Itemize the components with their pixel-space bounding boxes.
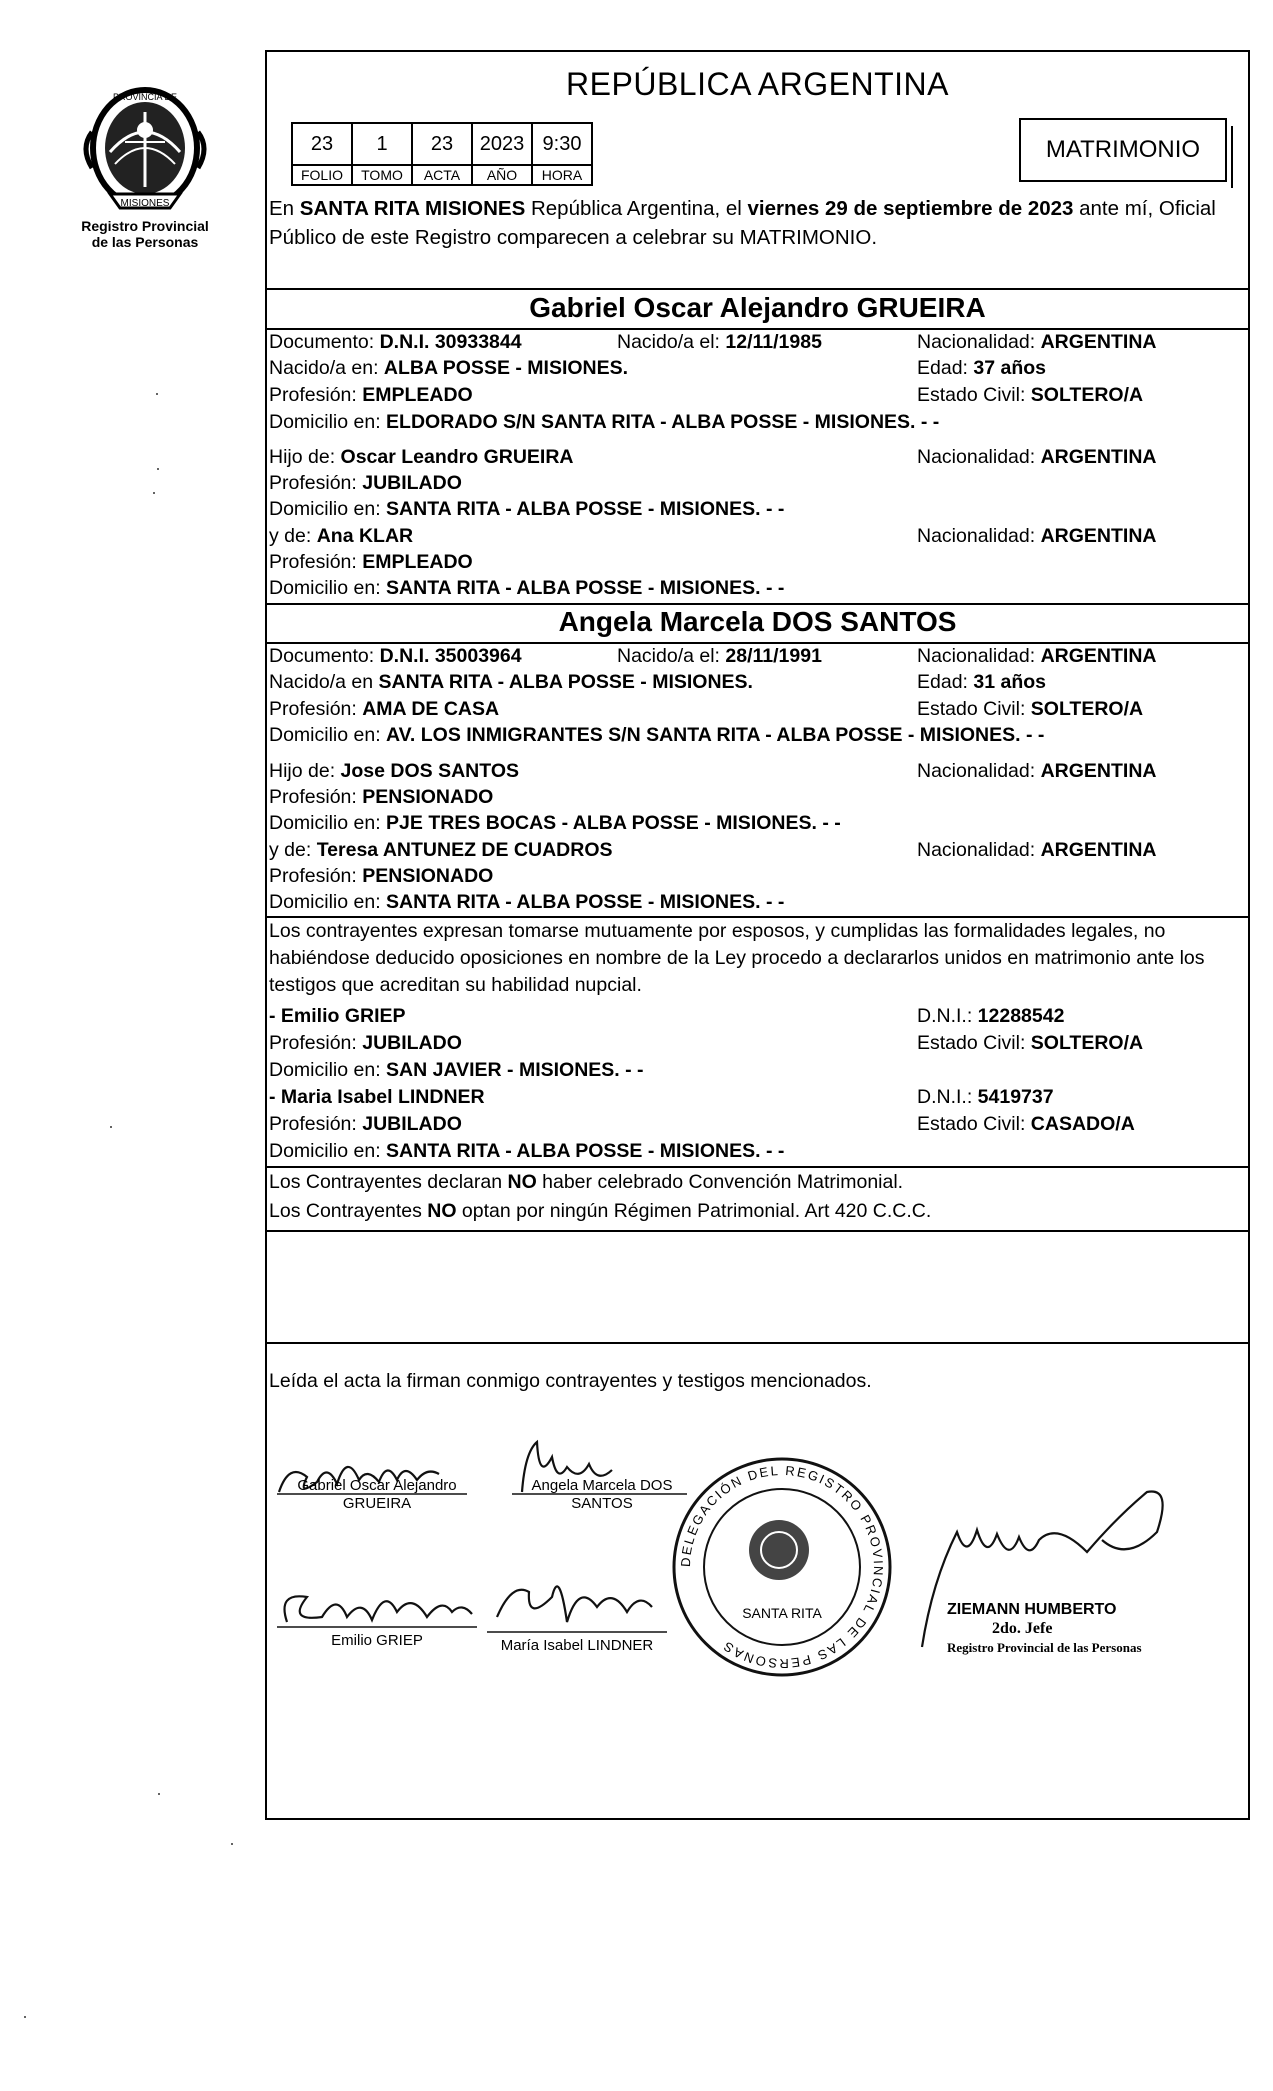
spouse2-address xyxy=(269,722,1044,748)
value: SANTA RITA - ALBA POSSE - MISIONES. - - xyxy=(386,1140,785,1162)
spouse2-father-address xyxy=(269,810,841,836)
witness1-civil-status xyxy=(917,1030,1143,1056)
spouse2-name: Angela Marcela DOS SANTOS xyxy=(558,606,957,637)
scan-dot xyxy=(153,492,155,494)
intro-paragraph xyxy=(269,194,1244,252)
label: Documento: xyxy=(269,645,380,667)
label: D.N.I.: xyxy=(917,1086,978,1108)
label: Domicilio en: xyxy=(269,1059,387,1081)
declaration-paragraph: Los contrayentes expresan tomarse mutuamente por esposos, y cumplidas las formalidades legales, no habiéndose deducido oposiciones en nombre de la Ley procedo a declararlos unidos en matrimonio ante los testigos que acreditan su habilidad nupcial. xyxy=(269,920,1205,996)
spouse2-mother-nationality xyxy=(917,837,1157,863)
provincial-seal-icon xyxy=(70,82,220,214)
intro-text: República Argentina, el xyxy=(525,197,748,220)
marriage-certificate xyxy=(265,50,1250,1820)
country-title: REPÚBLICA ARGENTINA xyxy=(566,66,949,102)
registry-caption xyxy=(70,218,220,250)
value: SANTA RITA - ALBA POSSE - MISIONES. - - xyxy=(386,891,785,913)
spouse1-birthdate xyxy=(617,329,822,355)
scan-dot xyxy=(158,1793,160,1795)
line: SANTOS xyxy=(571,1495,633,1512)
spouse2-birthdate xyxy=(617,643,822,669)
witness2-address xyxy=(269,1138,784,1164)
text: NO xyxy=(427,1200,457,1222)
witness2-dni xyxy=(917,1084,1054,1110)
spouse2-signature-name xyxy=(512,1477,692,1513)
value: SANTA RITA - ALBA POSSE - MISIONES. xyxy=(378,671,753,693)
label: Domicilio en: xyxy=(269,577,387,599)
label: D.N.I.: xyxy=(917,1005,978,1027)
value: SANTA RITA - ALBA POSSE - MISIONES. - - xyxy=(386,498,785,520)
label: Domicilio en: xyxy=(269,498,387,520)
tomo-value: 1 xyxy=(352,123,412,165)
label: Edad: xyxy=(917,671,974,693)
folio-value: 23 xyxy=(292,123,352,165)
acta-label: ACTA xyxy=(412,165,472,185)
value: Teresa ANTUNEZ DE CUADROS xyxy=(316,839,613,861)
acta-value: 23 xyxy=(412,123,472,165)
seal-top-text: PROVINCIA DE xyxy=(112,92,178,102)
spouse2-civil-status xyxy=(917,696,1143,722)
value: JUBILADO xyxy=(362,472,462,494)
label: Nacionalidad: xyxy=(917,525,1041,547)
year-label: AÑO xyxy=(472,165,532,185)
spouse1-signature-name xyxy=(277,1477,477,1513)
value: PJE TRES BOCAS - ALBA POSSE - MISIONES. - - xyxy=(386,812,841,834)
intro-place: SANTA RITA MISIONES xyxy=(299,197,526,220)
value: 12288542 xyxy=(977,1005,1065,1027)
spouse1-age xyxy=(917,355,1046,381)
witness1-name xyxy=(269,1003,406,1029)
label: Nacido/a en xyxy=(269,671,379,693)
label: y de: xyxy=(269,839,317,861)
label: Profesión: xyxy=(269,472,363,494)
tomo-label: TOMO xyxy=(352,165,412,185)
scan-dot xyxy=(157,468,159,470)
witness1-signature-icon xyxy=(285,1596,473,1622)
text: haber celebrado Convención Matrimonial. xyxy=(536,1171,904,1193)
divider xyxy=(267,288,1248,290)
text: Los Contrayentes xyxy=(269,1200,428,1222)
value: SANTA RITA - ALBA POSSE - MISIONES. - - xyxy=(386,577,785,599)
label: Estado Civil: xyxy=(917,384,1031,406)
spouse1-birthplace xyxy=(269,355,628,381)
value: JUBILADO xyxy=(362,1113,462,1135)
hour-label: HORA xyxy=(532,165,592,185)
witness1-signature-name: Emilio GRIEP xyxy=(331,1632,423,1649)
folio-label: FOLIO xyxy=(292,165,352,185)
spouse2-profession xyxy=(269,696,499,722)
value: EMPLEADO xyxy=(362,551,473,573)
label: Nacido/a el: xyxy=(617,645,726,667)
official-org: Registro Provincial de las Personas xyxy=(947,1640,1142,1655)
stamp-ring-textpath: DELEGACIÓN DEL REGISTRO PROVINCIAL DE LAS PERSONAS xyxy=(677,1462,887,1672)
spouse1-civil-status xyxy=(917,382,1143,408)
spouse2-father-nationality xyxy=(917,758,1157,784)
spouse1-father-nationality xyxy=(917,444,1157,470)
value: ARGENTINA xyxy=(1040,839,1157,861)
spouse2-nationality xyxy=(917,643,1157,669)
divider xyxy=(267,1342,1248,1344)
value: 28/11/1991 xyxy=(725,645,822,667)
spouse1-name: Gabriel Oscar Alejandro GRUEIRA xyxy=(529,292,986,323)
value: 12/11/1985 xyxy=(725,331,822,353)
act-type-box: MATRIMONIO xyxy=(1019,118,1227,182)
value: ARGENTINA xyxy=(1040,446,1157,468)
label: Hijo de: xyxy=(269,446,341,468)
label: Nacionalidad: xyxy=(917,446,1041,468)
label: Hijo de: xyxy=(269,760,341,782)
witness2-signature-name: María Isabel LINDNER xyxy=(500,1637,654,1654)
spouse2-birthplace xyxy=(269,669,753,695)
official-title: 2do. Jefe xyxy=(992,1620,1053,1637)
spouse1-mother xyxy=(269,523,413,549)
value: SOLTERO/A xyxy=(1030,1032,1144,1054)
value: Oscar Leandro GRUEIRA xyxy=(340,446,574,468)
regime-statement xyxy=(269,1198,931,1224)
spouse1-father xyxy=(269,444,574,470)
value: EMPLEADO xyxy=(362,384,473,406)
seal-bottom-text: MISIONES xyxy=(120,198,170,209)
label: Profesión: xyxy=(269,384,363,406)
value: ARGENTINA xyxy=(1040,645,1157,667)
official-name: ZIEMANN HUMBERTO xyxy=(947,1601,1117,1618)
spouse2-father-profession xyxy=(269,784,493,810)
label: Estado Civil: xyxy=(917,1032,1031,1054)
spouse2-mother-profession xyxy=(269,863,493,889)
label: Profesión: xyxy=(269,865,363,887)
registry-logo xyxy=(70,82,220,219)
spouse1-nationality xyxy=(917,329,1157,355)
label: Estado Civil: xyxy=(917,1113,1031,1135)
label: Nacido/a en: xyxy=(269,357,384,379)
value: ARGENTINA xyxy=(1040,760,1157,782)
witness2-civil-status xyxy=(917,1111,1135,1137)
spouse1-father-address xyxy=(269,496,784,522)
text: optan por ningún Régimen Patrimonial. Art 420 C.C.C. xyxy=(456,1200,932,1222)
value: PENSIONADO xyxy=(362,786,494,808)
official-signature-block xyxy=(947,1600,1157,1657)
label: Nacionalidad: xyxy=(917,839,1041,861)
divider xyxy=(267,603,1248,605)
scan-dot xyxy=(24,2016,26,2018)
witness1-dni xyxy=(917,1003,1064,1029)
label: Domicilio en: xyxy=(269,411,387,433)
value: JUBILADO xyxy=(362,1032,462,1054)
value: SOLTERO/A xyxy=(1030,698,1144,720)
value: SOLTERO/A xyxy=(1030,384,1144,406)
scan-dot xyxy=(156,393,158,395)
value: AV. LOS INMIGRANTES S/N SANTA RITA - ALBA POSSE - MISIONES. - - xyxy=(386,724,1045,746)
label: Documento: xyxy=(269,331,380,353)
label: Domicilio en: xyxy=(269,891,387,913)
value: Ana KLAR xyxy=(316,525,414,547)
spouse1-profession xyxy=(269,382,473,408)
label: Profesión: xyxy=(269,1113,363,1135)
label: y de: xyxy=(269,525,317,547)
value: CASADO/A xyxy=(1030,1113,1135,1135)
label: Nacido/a el: xyxy=(617,331,726,353)
label: Profesión: xyxy=(269,551,363,573)
spouse1-mother-address xyxy=(269,575,784,601)
caption-line-2: de las Personas xyxy=(91,234,199,250)
value: Jose DOS SANTOS xyxy=(340,760,519,782)
divider xyxy=(267,1230,1248,1232)
value: 31 años xyxy=(973,671,1047,693)
divider xyxy=(267,1166,1248,1168)
text: NO xyxy=(507,1171,537,1193)
spouse1-document xyxy=(269,329,522,355)
label: Profesión: xyxy=(269,786,363,808)
label: Estado Civil: xyxy=(917,698,1031,720)
value: D.N.I. 35003964 xyxy=(379,645,522,667)
spouse1-address xyxy=(269,409,939,435)
spouse2-mother-address xyxy=(269,889,784,915)
value: D.N.I. 30933844 xyxy=(379,331,522,353)
line: Angela Marcela DOS xyxy=(531,1477,673,1494)
value: ARGENTINA xyxy=(1040,331,1157,353)
line: Gabriel Oscar Alejandro xyxy=(297,1477,457,1494)
witness2-name xyxy=(269,1084,485,1110)
label: Domicilio en: xyxy=(269,724,387,746)
line: GRUEIRA xyxy=(342,1495,412,1512)
scan-dot xyxy=(231,1843,233,1845)
intro-text: En xyxy=(269,197,300,220)
value: SAN JAVIER - MISIONES. - - xyxy=(386,1059,644,1081)
office-stamp-icon xyxy=(674,1459,890,1675)
value: 37 años xyxy=(973,357,1047,379)
witness1-profession xyxy=(269,1030,462,1056)
label: Nacionalidad: xyxy=(917,760,1041,782)
value: ARGENTINA xyxy=(1040,525,1157,547)
year-value: 2023 xyxy=(472,123,532,165)
label: Domicilio en: xyxy=(269,1140,387,1162)
value: - Emilio GRIEP xyxy=(269,1005,406,1027)
witness2-signature-icon xyxy=(497,1586,652,1622)
label: Domicilio en: xyxy=(269,812,387,834)
witness1-address xyxy=(269,1057,644,1083)
caption-line-1: Registro Provincial xyxy=(81,218,209,234)
closing-text: Leída el acta la firman conmigo contrayentes y testigos mencionados. xyxy=(269,1370,872,1392)
scan-dot xyxy=(110,1126,112,1128)
label: Nacionalidad: xyxy=(917,331,1041,353)
value: PENSIONADO xyxy=(362,865,494,887)
spouse2-document xyxy=(269,643,522,669)
value: - Maria Isabel LINDNER xyxy=(269,1086,485,1108)
label: Profesión: xyxy=(269,698,363,720)
label: Profesión: xyxy=(269,1032,363,1054)
label: Nacionalidad: xyxy=(917,645,1041,667)
spouse1-father-profession xyxy=(269,470,462,496)
value: 5419737 xyxy=(977,1086,1054,1108)
spouse2-mother xyxy=(269,837,613,863)
hour-value: 9:30 xyxy=(532,123,592,165)
stamp-center-text: SANTA RITA xyxy=(742,1605,822,1621)
spouse2-age xyxy=(917,669,1046,695)
intro-text: ante mí, Oficial Público de este Registro comparecen a celebrar su MATRIMONIO. xyxy=(269,197,1216,249)
convention-statement xyxy=(269,1169,903,1195)
label: Edad: xyxy=(917,357,974,379)
spouse1-mother-profession xyxy=(269,549,473,575)
text: Los Contrayentes declaran xyxy=(269,1171,508,1193)
witness2-profession xyxy=(269,1111,462,1137)
registration-table xyxy=(291,122,593,186)
value: AMA DE CASA xyxy=(362,698,500,720)
spouse2-father xyxy=(269,758,519,784)
intro-date: viernes 29 de septiembre de 2023 xyxy=(747,197,1074,220)
value: ELDORADO S/N SANTA RITA - ALBA POSSE - MISIONES. - - xyxy=(386,411,940,433)
value: ALBA POSSE - MISIONES. xyxy=(383,357,629,379)
spouse1-mother-nationality xyxy=(917,523,1157,549)
